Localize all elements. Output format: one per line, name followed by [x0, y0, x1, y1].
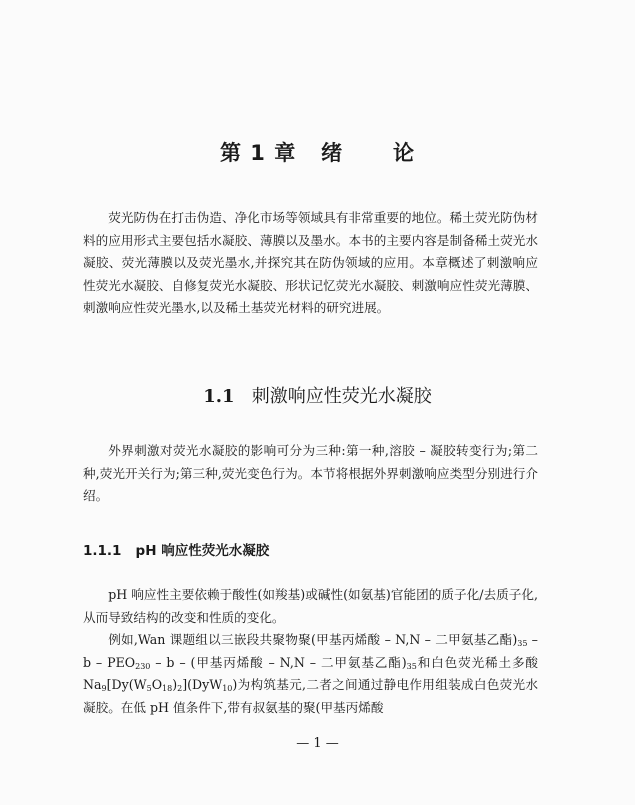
section-paragraph: 外界刺激对荧光水凝胶的影响可分为三种:第一种,溶胶 – 凝胶转变行为;第二种,荧光开关行为;第三种,荧光变色行为。本节将根据外界刺激响应类型分别进行介绍。 [83, 443, 538, 503]
subsection-paragraph-2 [83, 629, 538, 719]
section-heading [0, 382, 635, 408]
subsection-heading [83, 539, 269, 559]
para2-subscript: 18 [162, 684, 173, 693]
para2-subscript: 5 [146, 684, 152, 693]
page-number: — 1 — [296, 736, 339, 751]
para2-subscript: 2 [177, 684, 183, 693]
para2-subscript: 35 [406, 661, 417, 671]
para2-subscript: 9 [101, 684, 107, 693]
subsection-title-text: pH 响应性荧光水凝胶 [135, 543, 270, 559]
para2-text: O [151, 677, 163, 692]
para2-subscript: 10 [222, 684, 233, 693]
intro-paragraph: 荧光防伪在打击伪造、净化市场等领域具有非常重要的地位。稀土荧光防伪材料的应用形式主要包括水凝胶、薄膜以及墨水。本书的主要内容是制备稀土荧光水凝胶、荧光薄膜以及荧光墨水,并探究其在防伪领域的应用。本章概述了刺激响应性荧光水凝胶、自修复荧光水凝胶、形状记忆荧光水凝胶、刺激响应性荧光薄膜、刺激响应性荧光墨水,以及稀土基荧光材料的研究进展。 [83, 210, 538, 315]
para2-text: – b – PEO [83, 632, 538, 670]
para2-text: ) [172, 677, 178, 692]
section-number: 1.1 [203, 386, 235, 407]
para2-text: – b – (甲基丙烯酸 – N,N – 二甲氨基乙酯) [150, 654, 407, 670]
subsection-paragraph-1: pH 响应性主要依赖于酸性(如羧基)或碱性(如氨基)官能团的质子化/去质子化,从而导致结构的改变和性质的变化。 [83, 587, 538, 625]
para2-text: ](DyW [182, 677, 223, 692]
para2-text: )为构筑基元,二者之间通过静电作用组装成白色荧光水凝胶。在低 pH 值条件下,带有叔氨基的聚(甲基丙烯酸 [83, 677, 538, 715]
chapter-title: 第 1 章 绪 论 [219, 141, 416, 165]
section-title-text: 刺激响应性荧光水凝胶 [251, 386, 432, 407]
para2-text: 和白色荧光稀土多酸 Na [83, 654, 539, 692]
para2-subscript: 230 [135, 661, 151, 671]
subsection-number: 1.1.1 [83, 543, 122, 559]
para2-text: 例如,Wan 课题组以三嵌段共聚物聚(甲基丙烯酸 – N,N – 二甲氨基乙酯) [108, 632, 518, 647]
para2-subscript: 35 [517, 639, 528, 648]
para2-text: [Dy(W [106, 677, 147, 692]
